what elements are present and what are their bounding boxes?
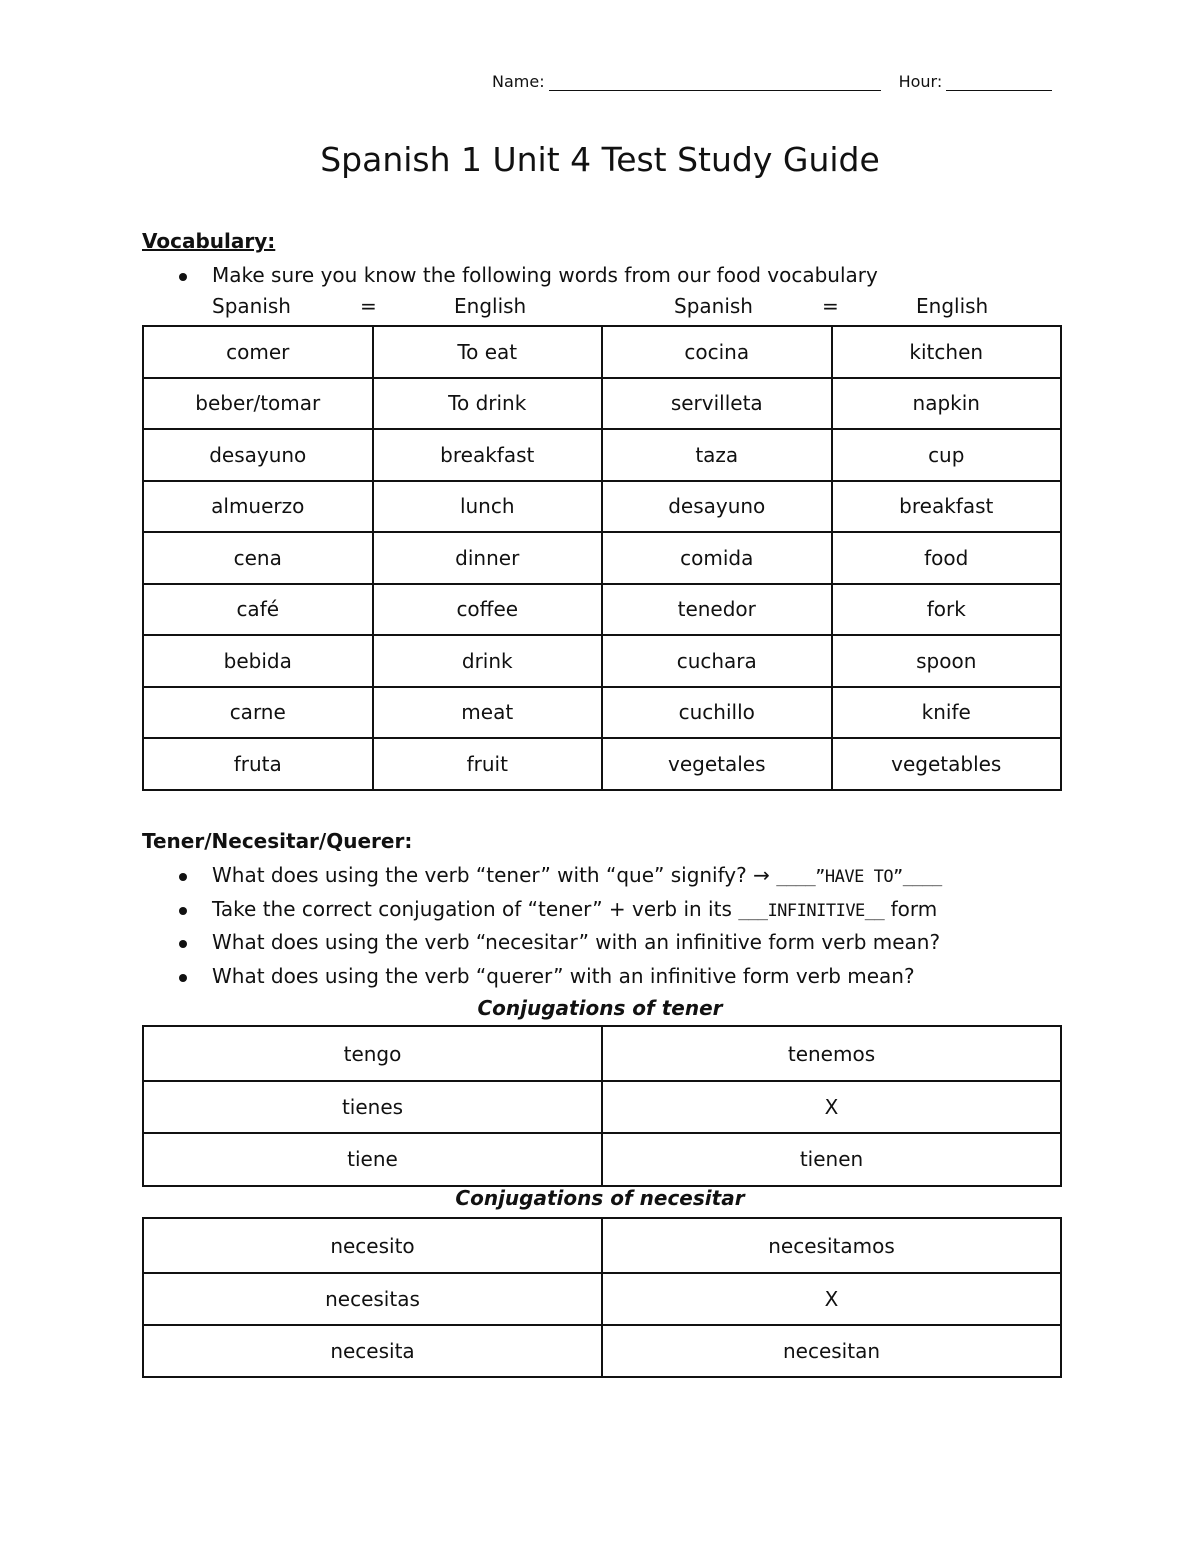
table-cell: necesito <box>143 1218 602 1273</box>
verbs-bullet-text: What does using the verb “necesitar” with an infinitive form verb mean? <box>212 930 941 954</box>
table-cell: knife <box>832 687 1062 739</box>
table-row <box>143 687 1061 739</box>
table-cell: tenedor <box>602 584 832 636</box>
table-cell: cuchara <box>602 635 832 687</box>
handwritten-answer: ____”HAVE TO”____ <box>776 867 942 887</box>
table-cell: vegetables <box>832 738 1062 790</box>
col-label-spanish-1: Spanish <box>212 294 291 318</box>
table-row <box>143 326 1061 378</box>
vocabulary-bullet <box>142 259 878 293</box>
verbs-bullet <box>142 960 942 994</box>
table-cell: desayuno <box>602 481 832 533</box>
col-label-english-1: English <box>454 294 527 318</box>
table-row <box>143 1026 1061 1081</box>
bullet-dot-icon <box>179 940 187 948</box>
verbs-bullet-text: Take the correct conjugation of “tener” + verb in its <box>212 896 739 921</box>
hour-blank[interactable] <box>946 74 1052 91</box>
table-cell: spoon <box>832 635 1062 687</box>
table-row <box>143 481 1061 533</box>
table-cell: desayuno <box>143 429 373 481</box>
table-cell: fruta <box>143 738 373 790</box>
table-cell: lunch <box>373 481 603 533</box>
table-cell: tengo <box>143 1026 602 1081</box>
table-cell: cup <box>832 429 1062 481</box>
page-title: Spanish 1 Unit 4 Test Study Guide <box>320 140 880 179</box>
col-label-equals-2: = <box>822 294 839 318</box>
table-cell: comer <box>143 326 373 378</box>
col-label-spanish-2: Spanish <box>674 294 753 318</box>
vocabulary-bullets <box>142 259 878 293</box>
table-cell: X <box>602 1081 1061 1133</box>
necesitar-caption: Conjugations of necesitar <box>455 1186 745 1210</box>
table-cell: cena <box>143 532 373 584</box>
verbs-bullet-text: What does using the verb “querer” with an infinitive form verb mean? <box>212 963 915 988</box>
vocabulary-bullet-text: Make sure you know the following words from our food vocabulary <box>212 263 878 287</box>
table-row <box>143 1273 1061 1325</box>
necesitar-table <box>142 1217 1062 1378</box>
verbs-heading: Tener/Necesitar/Querer: <box>142 829 413 853</box>
table-row <box>143 584 1061 636</box>
name-hour-line <box>492 72 1062 91</box>
table-cell: food <box>832 532 1062 584</box>
table-cell: breakfast <box>373 429 603 481</box>
table-row <box>143 1325 1061 1377</box>
table-cell: To eat <box>373 326 603 378</box>
table-cell: necesitas <box>143 1273 602 1325</box>
table-row <box>143 738 1061 790</box>
tener-table <box>142 1025 1062 1187</box>
verbs-bullet-text: What does using the verb “tener” with “que” signify? → <box>212 863 777 887</box>
table-cell: tienes <box>143 1081 602 1133</box>
table-row <box>143 1081 1061 1133</box>
verbs-bullet <box>142 859 942 893</box>
table-cell: taza <box>602 429 832 481</box>
bullet-dot-icon <box>179 873 187 881</box>
hour-label: Hour: <box>898 72 943 91</box>
table-cell: comida <box>602 532 832 584</box>
table-cell: cuchillo <box>602 687 832 739</box>
table-cell: X <box>602 1273 1061 1325</box>
tener-caption: Conjugations of tener <box>477 996 723 1020</box>
table-cell: kitchen <box>832 326 1062 378</box>
verbs-bullet-after: form <box>884 896 938 921</box>
table-cell: bebida <box>143 635 373 687</box>
table-cell: dinner <box>373 532 603 584</box>
table-row <box>143 429 1061 481</box>
table-cell: To drink <box>373 378 603 430</box>
table-cell: necesitan <box>602 1325 1061 1377</box>
table-cell: fork <box>832 584 1062 636</box>
table-cell: tienen <box>602 1133 1061 1186</box>
vocab-column-labels <box>142 294 1062 322</box>
table-cell: drink <box>373 635 603 687</box>
table-cell: servilleta <box>602 378 832 430</box>
bullet-dot-icon <box>179 974 187 982</box>
col-label-equals-1: = <box>360 294 377 318</box>
vocabulary-heading: Vocabulary: <box>142 229 276 253</box>
table-cell: cocina <box>602 326 832 378</box>
table-cell: carne <box>143 687 373 739</box>
table-cell: beber/tomar <box>143 378 373 430</box>
table-cell: tiene <box>143 1133 602 1186</box>
table-row <box>143 1133 1061 1186</box>
table-cell: fruit <box>373 738 603 790</box>
name-blank[interactable] <box>549 74 881 91</box>
handwritten-answer: ___INFINITIVE__ <box>738 900 885 921</box>
table-cell: napkin <box>832 378 1062 430</box>
bullet-dot-icon <box>179 273 187 281</box>
col-label-english-2: English <box>916 294 989 318</box>
table-cell: necesitamos <box>602 1218 1061 1273</box>
table-row <box>143 532 1061 584</box>
table-cell: meat <box>373 687 603 739</box>
verbs-bullet <box>142 893 942 927</box>
table-cell: tenemos <box>602 1026 1061 1081</box>
table-cell: almuerzo <box>143 481 373 533</box>
bullet-dot-icon <box>179 907 187 915</box>
table-cell: necesita <box>143 1325 602 1377</box>
table-cell: breakfast <box>832 481 1062 533</box>
table-row <box>143 378 1061 430</box>
table-cell: coffee <box>373 584 603 636</box>
verbs-bullet <box>142 926 942 960</box>
verbs-bullets <box>142 859 942 993</box>
vocabulary-table <box>142 325 1062 791</box>
name-label: Name: <box>492 72 545 91</box>
table-row <box>143 1218 1061 1273</box>
table-cell: vegetales <box>602 738 832 790</box>
table-cell: café <box>143 584 373 636</box>
table-row <box>143 635 1061 687</box>
